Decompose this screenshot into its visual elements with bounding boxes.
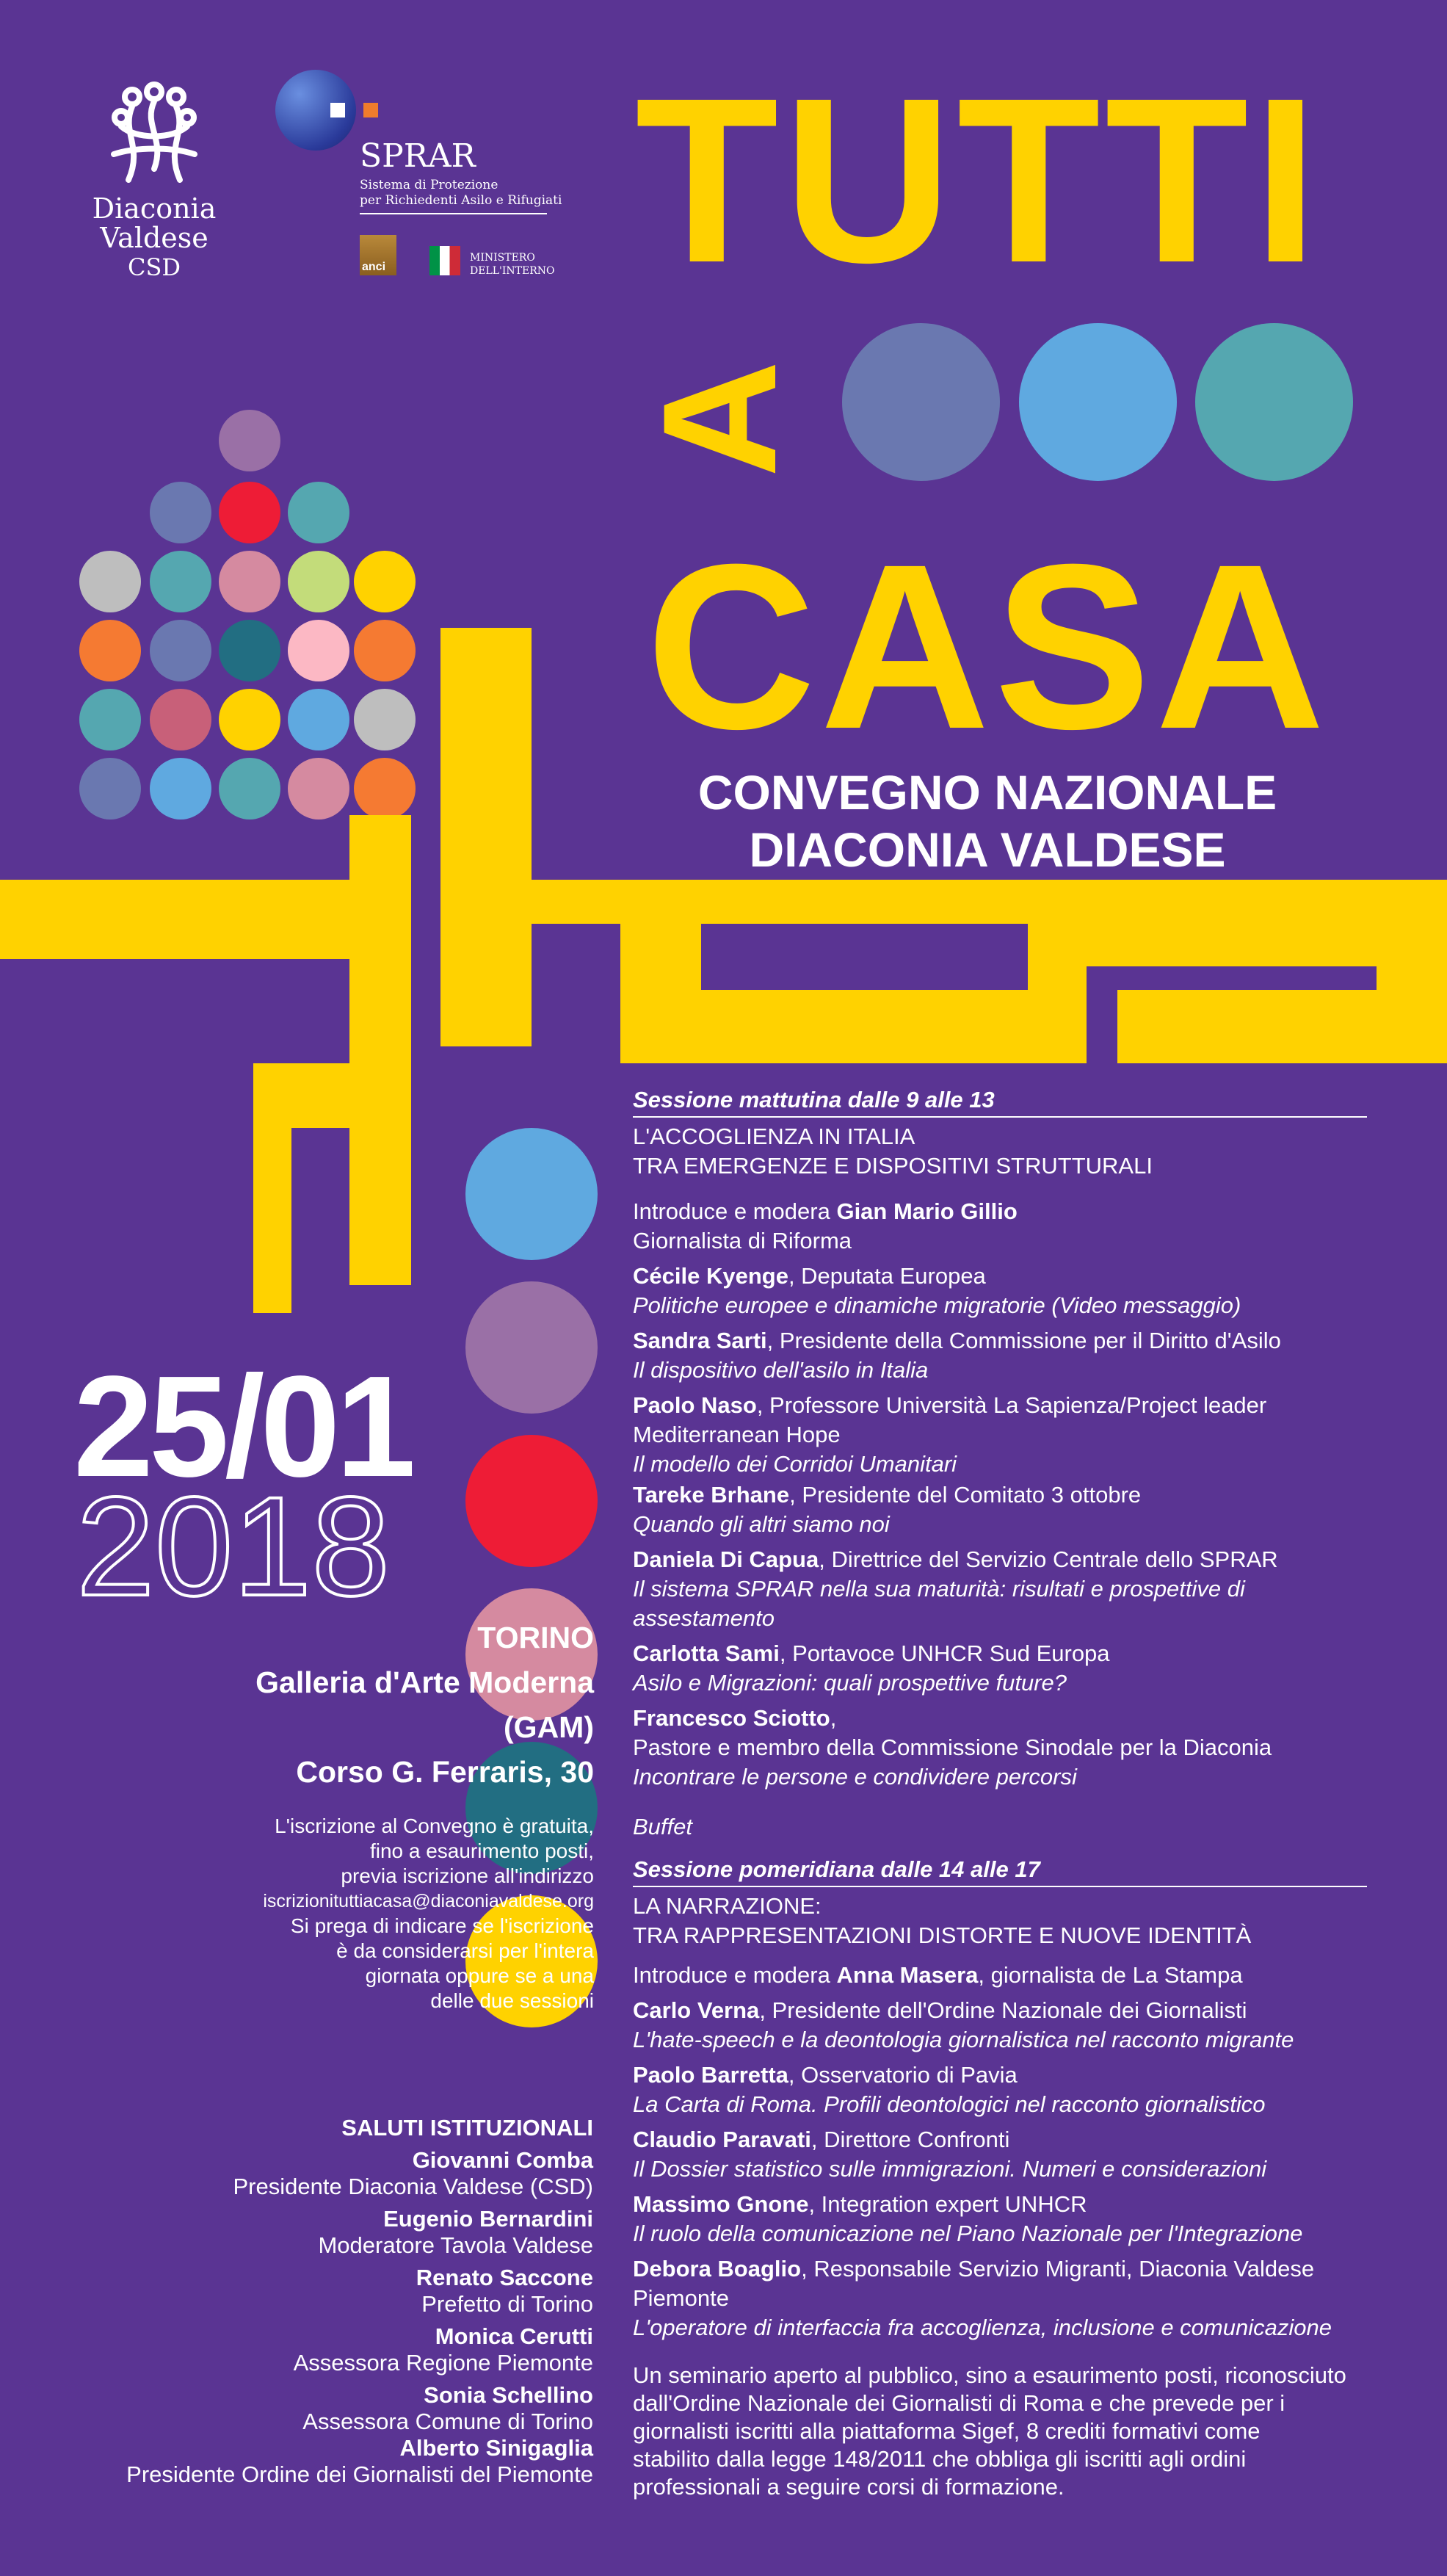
footer-line: stabilito dalla legge 148/2011 che obbliga gli iscritti agli ordini bbox=[633, 2446, 1247, 2472]
diaconia-line2: Valdese bbox=[100, 222, 208, 254]
intro-name: Gian Mario Gillio bbox=[836, 1198, 1018, 1224]
dot bbox=[219, 410, 280, 471]
morning-session bbox=[633, 1085, 1367, 1842]
afternoon-session bbox=[633, 1855, 1367, 2501]
dot bbox=[79, 620, 141, 681]
saluti-role: Presidente Ordine dei Giornalisti del Piemonte bbox=[126, 2461, 593, 2487]
afternoon-theme2: TRA RAPPRESENTAZIONI DISTORTE E NUOVE IDENTITÀ bbox=[633, 1922, 1252, 1948]
intro-role: , giornalista de La Stampa bbox=[978, 1962, 1243, 1988]
dot bbox=[79, 689, 141, 750]
speaker-role: , Osservatorio di Pavia bbox=[788, 2062, 1018, 2088]
footer-line: dall'Ordine Nazionale dei Giornalisti di Roma e che prevede per i bbox=[633, 2390, 1285, 2416]
talk-title: L'operatore di interfaccia fra accoglienza, inclusione e comunicazione bbox=[633, 2315, 1332, 2340]
speaker-entry bbox=[633, 2190, 1367, 2248]
registration-line: è da considerarsi per l'intera bbox=[336, 1939, 594, 1962]
saluti-person bbox=[6, 2147, 593, 2200]
sprar-square-orange bbox=[363, 103, 378, 117]
sprar-logo bbox=[275, 70, 569, 290]
saluti-role: Moderatore Tavola Valdese bbox=[318, 2232, 593, 2258]
speaker-role-cont: Pastore e membro della Commissione Sinodale per la Diaconia bbox=[633, 1734, 1272, 1760]
buffet-label: Buffet bbox=[633, 1814, 692, 1839]
date-year: 2018 bbox=[76, 1467, 391, 1625]
maze-bar bbox=[253, 1063, 291, 1313]
sprar-subtitle2: per Richiedenti Asilo e Rifugiati bbox=[360, 193, 562, 208]
dot bbox=[354, 620, 416, 681]
speaker-entry bbox=[633, 2061, 1367, 2119]
footer-line: Un seminario aperto al pubblico, sino a esaurimento posti, riconosciuto bbox=[633, 2362, 1346, 2388]
ministero-line2: DELL'INTERNO bbox=[470, 265, 555, 277]
dot bbox=[288, 689, 349, 750]
speaker-entry bbox=[633, 2254, 1367, 2342]
intro-prefix: Introduce e modera bbox=[633, 1198, 837, 1224]
footer-note bbox=[633, 2362, 1367, 2501]
venue-city: TORINO bbox=[477, 1621, 594, 1654]
italian-flag-icon bbox=[429, 246, 460, 275]
speaker-role-cont: Piemonte bbox=[633, 2285, 729, 2311]
talk-title: Il sistema SPRAR nella sua maturità: risultati e prospettive di bbox=[633, 1576, 1245, 1602]
speaker-role: , bbox=[830, 1705, 837, 1731]
speaker-role: , Direttore Confronti bbox=[810, 2127, 1010, 2152]
diaconia-line3: CSD bbox=[127, 253, 181, 281]
speaker-entry bbox=[633, 1262, 1367, 1320]
talk-title: Il dispositivo dell'asilo in Italia bbox=[633, 1357, 929, 1383]
diaconia-logo bbox=[81, 81, 228, 286]
diaconia-people-icon bbox=[99, 81, 209, 191]
registration-line: L'iscrizione al Convegno è gratuita, bbox=[275, 1815, 594, 1837]
maze-bar bbox=[1117, 990, 1377, 1063]
maze-bar bbox=[1377, 966, 1447, 1063]
speaker-name: Sandra Sarti bbox=[633, 1328, 767, 1353]
speaker-entry bbox=[633, 1996, 1367, 2055]
dot bbox=[354, 758, 416, 820]
saluti-section bbox=[6, 2115, 593, 2488]
saluti-role: Prefetto di Torino bbox=[421, 2291, 593, 2317]
speaker-role: , Responsabile Servizio Migranti, Diaconia Valdese bbox=[801, 2256, 1315, 2282]
column-dot bbox=[465, 1435, 598, 1567]
venue-place: Galleria d'Arte Moderna bbox=[255, 1665, 594, 1699]
afternoon-header: Sessione pomeridiana dalle 14 alle 17 bbox=[633, 1855, 1367, 1887]
saluti-person bbox=[6, 2435, 593, 2488]
saluti-role: Assessora Regione Piemonte bbox=[293, 2350, 593, 2376]
talk-title-cont: assestamento bbox=[633, 1605, 775, 1631]
speaker-name: Debora Boaglio bbox=[633, 2256, 802, 2282]
venue-address: Corso G. Ferraris, 30 bbox=[296, 1755, 594, 1789]
date-day-month: 25/01 bbox=[73, 1346, 412, 1507]
saluti-name: Sonia Schellino bbox=[424, 2382, 593, 2408]
intro-role: Giornalista di Riforma bbox=[633, 1228, 852, 1253]
speaker-role: , Portavoce UNHCR Sud Europa bbox=[779, 1640, 1110, 1666]
speaker-name: Cécile Kyenge bbox=[633, 1263, 788, 1289]
title-circle-2 bbox=[1019, 323, 1177, 481]
dot bbox=[150, 482, 211, 543]
dot bbox=[219, 482, 280, 543]
ministero-line1: MINISTERO bbox=[470, 252, 535, 264]
intro-name: Anna Masera bbox=[836, 1962, 979, 1988]
saluti-person bbox=[6, 2265, 593, 2318]
talk-title: L'hate-speech e la deontologia giornalistica nel racconto migrante bbox=[633, 2027, 1294, 2052]
dot bbox=[288, 758, 349, 820]
saluti-name: Alberto Sinigaglia bbox=[399, 2435, 593, 2461]
diaconia-line1: Diaconia bbox=[92, 192, 217, 225]
dot bbox=[150, 758, 211, 820]
title-circle-3 bbox=[1195, 323, 1353, 481]
dot bbox=[219, 758, 280, 820]
talk-title: Quando gli altri siamo noi bbox=[633, 1511, 890, 1537]
morning-theme2: TRA EMERGENZE E DISPOSITIVI STRUTTURALI bbox=[633, 1153, 1153, 1179]
saluti-heading: SALUTI ISTITUZIONALI bbox=[341, 2115, 593, 2141]
speaker-name: Paolo Barretta bbox=[633, 2062, 788, 2088]
talk-title: Asilo e Migrazioni: quali prospettive future? bbox=[633, 1670, 1067, 1696]
dot bbox=[79, 758, 141, 820]
talk-title: Il modello dei Corridoi Umanitari bbox=[633, 1451, 957, 1477]
speaker-role: , Deputata Europea bbox=[788, 1263, 986, 1289]
intro-prefix: Introduce e modera bbox=[633, 1962, 837, 1988]
speaker-entry bbox=[633, 1391, 1367, 1479]
title-tutti: TUTTI bbox=[635, 48, 1323, 311]
convegno-line1: CONVEGNO NAZIONALE bbox=[697, 765, 1277, 820]
title-casa: CASA bbox=[646, 515, 1330, 778]
dot bbox=[150, 620, 211, 681]
speaker-role: , Presidente del Comitato 3 ottobre bbox=[789, 1482, 1142, 1508]
dot bbox=[219, 620, 280, 681]
dot bbox=[219, 689, 280, 750]
speaker-name: Massimo Gnone bbox=[633, 2191, 809, 2217]
convegno-line2: DIACONIA VALDESE bbox=[749, 822, 1226, 877]
speaker-entry bbox=[633, 2125, 1367, 2184]
speaker-entry bbox=[633, 1326, 1367, 1385]
dot bbox=[79, 551, 141, 612]
sprar-divider bbox=[360, 213, 547, 214]
talk-title: Il Dossier statistico sulle immigrazioni. Numeri e considerazioni bbox=[633, 2156, 1267, 2182]
saluti-person bbox=[6, 2206, 593, 2259]
speaker-name: Daniela Di Capua bbox=[633, 1546, 819, 1572]
speaker-entry bbox=[633, 1639, 1367, 1698]
registration-line: previa iscrizione all'indirizzo bbox=[341, 1864, 594, 1887]
talk-title: Politiche europee e dinamiche migratorie (Video messaggio) bbox=[633, 1292, 1241, 1318]
registration-line: Si prega di indicare se l'iscrizione bbox=[290, 1914, 594, 1937]
dot bbox=[288, 482, 349, 543]
saluti-name: Monica Cerutti bbox=[435, 2323, 593, 2349]
speaker-name: Claudio Paravati bbox=[633, 2127, 811, 2152]
speaker-role: , Integration expert UNHCR bbox=[808, 2191, 1087, 2217]
title-circle-1 bbox=[842, 323, 1000, 481]
registration bbox=[80, 1814, 594, 2014]
registration-line: delle due sessioni bbox=[430, 1989, 594, 2012]
morning-intro bbox=[633, 1197, 1367, 1226]
talk-title: Incontrare le persone e condividere percorsi bbox=[633, 1764, 1077, 1790]
column-dot bbox=[465, 1281, 598, 1414]
dot bbox=[354, 689, 416, 750]
maze-bar bbox=[440, 880, 1046, 924]
dot bbox=[150, 689, 211, 750]
dot bbox=[288, 620, 349, 681]
maze-bar bbox=[1028, 966, 1087, 1063]
dot bbox=[288, 551, 349, 612]
speaker-name: Carlotta Sami bbox=[633, 1640, 780, 1666]
venue bbox=[183, 1616, 594, 1795]
saluti-person bbox=[6, 2323, 593, 2376]
speaker-role-cont: Mediterranean Hope bbox=[633, 1422, 841, 1447]
speaker-name: Francesco Sciotto bbox=[633, 1705, 830, 1731]
sprar-square-white bbox=[330, 103, 345, 117]
dot bbox=[150, 551, 211, 612]
speaker-role: , Presidente dell'Ordine Nazionale dei Giornalisti bbox=[759, 1997, 1247, 2023]
afternoon-intro bbox=[633, 1961, 1367, 1990]
dot bbox=[354, 551, 416, 612]
anci-label: anci bbox=[362, 261, 386, 273]
speaker-name: Tareke Brhane bbox=[633, 1482, 790, 1508]
saluti-name: Renato Saccone bbox=[416, 2265, 593, 2290]
registration-line: fino a esaurimento posti, bbox=[369, 1839, 594, 1862]
maze-bar bbox=[440, 628, 532, 1046]
maze-bar bbox=[349, 815, 411, 1285]
dot bbox=[219, 551, 280, 612]
speaker-name: Carlo Verna bbox=[633, 1997, 760, 2023]
registration-line: giornata oppure se a una bbox=[365, 1964, 594, 1987]
speaker-entry bbox=[633, 1704, 1367, 1792]
saluti-name: Giovanni Comba bbox=[412, 2147, 593, 2173]
speaker-role: , Direttrice del Servizio Centrale dello SPRAR bbox=[819, 1546, 1278, 1572]
venue-abbr: (GAM) bbox=[504, 1710, 594, 1744]
registration-email[interactable]: iscrizionituttiacasa@diaconiavaldese.org bbox=[263, 1891, 594, 1911]
column-dot bbox=[465, 1128, 598, 1260]
title-a: A bbox=[629, 361, 810, 477]
sprar-name: SPRAR bbox=[360, 137, 476, 175]
morning-theme1: L'ACCOGLIENZA IN ITALIA bbox=[633, 1124, 915, 1149]
maze-bar bbox=[1028, 880, 1447, 966]
saluti-name: Eugenio Bernardini bbox=[383, 2206, 593, 2232]
talk-title: Il ruolo della comunicazione nel Piano Nazionale per l'Integrazione bbox=[633, 2221, 1303, 2246]
saluti-role: Assessora Comune di Torino bbox=[302, 2409, 593, 2434]
speaker-role: , Presidente della Commissione per il Diritto d'Asilo bbox=[766, 1328, 1281, 1353]
speaker-entry bbox=[633, 1480, 1367, 1539]
footer-line: giornalisti iscritti alla piattaforma Sigef, 8 crediti formativi come bbox=[633, 2418, 1261, 2444]
speaker-name: Paolo Naso bbox=[633, 1392, 757, 1418]
sprar-subtitle1: Sistema di Protezione bbox=[360, 178, 498, 192]
afternoon-theme1: LA NARRAZIONE: bbox=[633, 1893, 822, 1919]
speaker-role: , Professore Università La Sapienza/Project leader bbox=[756, 1392, 1267, 1418]
maze-bar bbox=[620, 990, 1053, 1063]
saluti-role: Presidente Diaconia Valdese (CSD) bbox=[233, 2174, 593, 2199]
talk-title: La Carta di Roma. Profili deontologici nel racconto giornalistico bbox=[633, 2091, 1266, 2117]
saluti-person bbox=[6, 2382, 593, 2435]
morning-header: Sessione mattutina dalle 9 alle 13 bbox=[633, 1085, 1367, 1118]
speaker-entry bbox=[633, 1545, 1367, 1633]
footer-line: professionali a seguire corsi di formazione. bbox=[633, 2474, 1065, 2500]
